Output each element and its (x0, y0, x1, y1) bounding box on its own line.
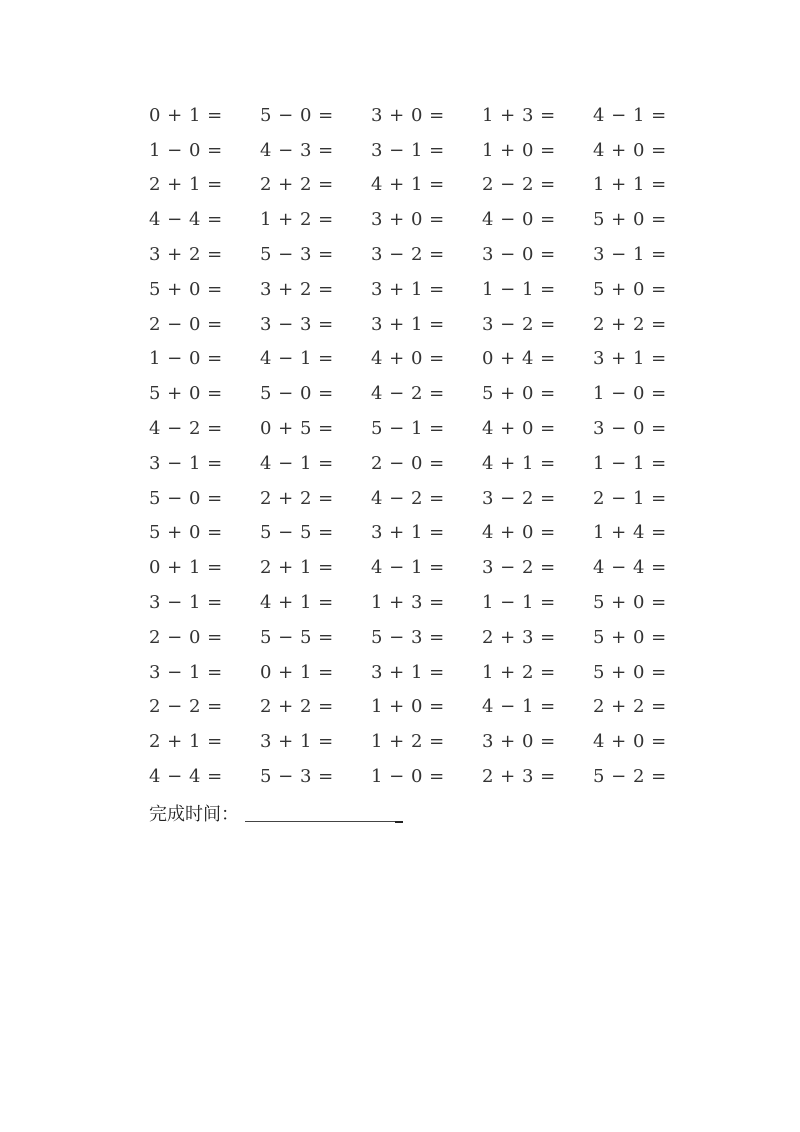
math-problem: 3 + 0 = (371, 104, 445, 126)
math-problem: 2 + 1 = (260, 557, 334, 579)
math-problem: 1 + 0 = (482, 139, 556, 161)
math-problem: 1 − 1 = (593, 452, 667, 474)
math-problem: 5 + 0 = (593, 209, 667, 231)
math-problem: 5 − 0 = (260, 104, 334, 126)
math-problem: 5 − 3 = (371, 626, 445, 648)
worksheet-row (149, 655, 709, 690)
math-problem: 4 − 3 = (260, 139, 334, 161)
math-problem: 1 − 0 = (371, 766, 445, 788)
math-problem: 1 − 0 = (149, 348, 223, 370)
math-problem: 4 − 4 = (149, 766, 223, 788)
worksheet-row (149, 237, 709, 272)
math-problem: 0 + 1 = (149, 557, 223, 579)
math-problem: 4 − 1 = (260, 452, 334, 474)
math-problem: 0 + 1 = (260, 661, 334, 683)
math-problem: 3 + 0 = (371, 209, 445, 231)
math-problem: 3 + 1 = (371, 278, 445, 300)
math-problem: 4 − 2 = (371, 383, 445, 405)
math-problem: 1 − 0 = (593, 383, 667, 405)
math-problem: 4 − 1 = (371, 557, 445, 579)
worksheet-row (149, 202, 709, 237)
math-problem: 2 + 2 = (593, 313, 667, 335)
math-problem: 1 − 1 = (482, 592, 556, 614)
worksheet-row (149, 272, 709, 307)
math-problem: 3 − 2 = (482, 557, 556, 579)
worksheet-row (149, 133, 709, 168)
math-problem: 4 − 2 = (371, 487, 445, 509)
worksheet-row (149, 376, 709, 411)
math-problem: 3 + 0 = (482, 731, 556, 753)
completion-time-blank[interactable] (245, 820, 395, 822)
math-problem: 4 − 0 = (482, 209, 556, 231)
math-problem: 1 + 1 = (593, 174, 667, 196)
math-problem: 3 + 1 = (593, 348, 667, 370)
worksheet-row (149, 481, 709, 516)
math-problem: 3 − 2 = (482, 313, 556, 335)
worksheet-row (149, 516, 709, 551)
math-problem: 3 − 1 = (593, 244, 667, 266)
math-problem: 5 + 0 = (593, 278, 667, 300)
math-problem: 1 + 2 = (371, 731, 445, 753)
math-problem: 5 − 2 = (593, 766, 667, 788)
math-problem: 1 + 3 = (371, 592, 445, 614)
worksheet-row (149, 168, 709, 203)
math-problem: 4 + 0 = (482, 418, 556, 440)
worksheet-row (149, 342, 709, 377)
worksheet-row (149, 690, 709, 725)
math-problem: 2 + 2 = (260, 487, 334, 509)
completion-time-footer (149, 800, 403, 826)
math-problem: 1 + 2 = (482, 661, 556, 683)
math-problem: 3 + 1 = (260, 731, 334, 753)
math-problem: 4 + 0 = (593, 731, 667, 753)
math-problem: 1 + 0 = (371, 696, 445, 718)
math-problem: 3 + 1 = (371, 661, 445, 683)
math-problem: 3 − 2 = (371, 244, 445, 266)
math-problem: 4 − 4 = (593, 557, 667, 579)
math-problem: 1 + 4 = (593, 522, 667, 544)
math-problem: 3 − 0 = (482, 244, 556, 266)
worksheet-row (149, 411, 709, 446)
blank-underscore (395, 821, 403, 823)
math-problem: 0 + 1 = (149, 104, 223, 126)
math-problem: 3 − 1 = (149, 452, 223, 474)
math-problem: 1 + 3 = (482, 104, 556, 126)
math-problem: 3 − 2 = (482, 487, 556, 509)
math-problem: 3 − 1 = (149, 661, 223, 683)
completion-time-label: 完成时间： (149, 804, 239, 825)
math-problem: 2 − 0 = (371, 452, 445, 474)
math-problem: 5 − 0 = (260, 383, 334, 405)
math-problem: 4 + 0 = (482, 522, 556, 544)
math-problem: 0 + 5 = (260, 418, 334, 440)
math-problem: 3 − 1 = (149, 592, 223, 614)
math-problem: 4 − 1 = (593, 104, 667, 126)
math-problem: 2 − 0 = (149, 313, 223, 335)
math-problem: 2 + 2 = (593, 696, 667, 718)
math-problem: 5 + 0 = (593, 592, 667, 614)
math-problem: 4 + 0 = (371, 348, 445, 370)
math-problem: 4 + 0 = (593, 139, 667, 161)
math-problem: 0 + 4 = (482, 348, 556, 370)
math-problem: 2 − 2 = (149, 696, 223, 718)
math-problem: 5 − 0 = (149, 487, 223, 509)
math-problem: 4 − 1 = (260, 348, 334, 370)
math-problem: 4 + 1 = (482, 452, 556, 474)
math-problem: 2 + 2 = (260, 696, 334, 718)
worksheet-row (149, 724, 709, 759)
math-problem: 4 − 2 = (149, 418, 223, 440)
math-problem: 4 − 4 = (149, 209, 223, 231)
math-problem: 5 − 3 = (260, 244, 334, 266)
math-problem: 5 + 0 = (149, 522, 223, 544)
math-problem: 2 − 2 = (482, 174, 556, 196)
math-problem: 3 − 0 = (593, 418, 667, 440)
math-problem: 4 + 1 = (260, 592, 334, 614)
math-problem: 2 + 2 = (260, 174, 334, 196)
worksheet-row (149, 550, 709, 585)
math-problem: 2 + 1 = (149, 174, 223, 196)
arithmetic-worksheet (149, 98, 709, 794)
math-problem: 3 − 1 = (371, 139, 445, 161)
worksheet-row (149, 446, 709, 481)
worksheet-row (149, 98, 709, 133)
math-problem: 2 + 1 = (149, 731, 223, 753)
math-problem: 5 − 3 = (260, 766, 334, 788)
math-problem: 1 − 0 = (149, 139, 223, 161)
math-problem: 3 + 1 = (371, 522, 445, 544)
worksheet-row (149, 585, 709, 620)
math-problem: 5 + 0 = (593, 661, 667, 683)
math-problem: 5 + 0 = (593, 626, 667, 648)
math-problem: 1 + 2 = (260, 209, 334, 231)
math-problem: 2 − 1 = (593, 487, 667, 509)
math-problem: 4 − 1 = (482, 696, 556, 718)
math-problem: 4 + 1 = (371, 174, 445, 196)
math-problem: 5 + 0 = (149, 278, 223, 300)
worksheet-row (149, 759, 709, 794)
math-problem: 5 − 5 = (260, 522, 334, 544)
math-problem: 3 + 2 = (149, 244, 223, 266)
worksheet-row (149, 620, 709, 655)
math-problem: 5 + 0 = (149, 383, 223, 405)
math-problem: 3 + 2 = (260, 278, 334, 300)
math-problem: 2 + 3 = (482, 766, 556, 788)
math-problem: 3 + 1 = (371, 313, 445, 335)
math-problem: 3 − 3 = (260, 313, 334, 335)
math-problem: 5 − 1 = (371, 418, 445, 440)
math-problem: 2 − 0 = (149, 626, 223, 648)
math-problem: 1 − 1 = (482, 278, 556, 300)
worksheet-row (149, 307, 709, 342)
math-problem: 5 − 5 = (260, 626, 334, 648)
math-problem: 5 + 0 = (482, 383, 556, 405)
math-problem: 2 + 3 = (482, 626, 556, 648)
